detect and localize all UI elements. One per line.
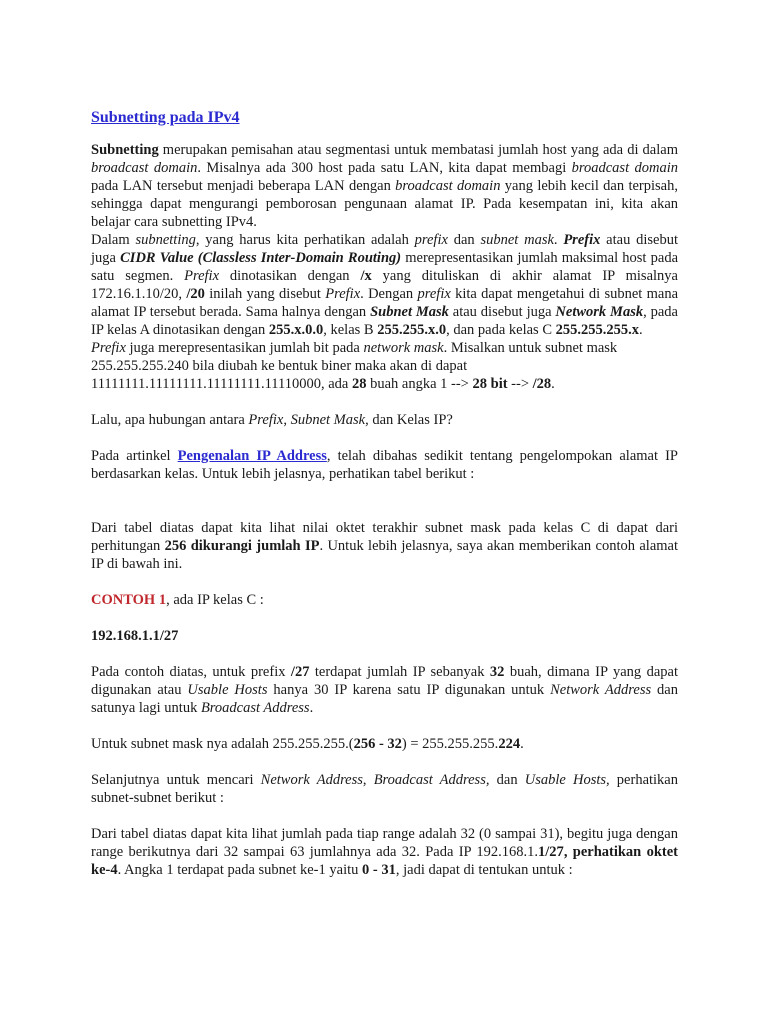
paragraph-range-explanation: Dari tabel diatas dapat kita lihat jumlah pada tiap range adalah 32 (0 sampai 31), begitu juga dengan range berikutnya dari 32 sampai 63 jumlahnya ada 32. Pada IP 192.168.1.1/27, perhatikan oktet ke-4. Angka 1 terdapat pada subnet ke-1 yaitu 0 - 31, jadi dapat di tentukan untuk :: [91, 826, 678, 878]
term-subnetting: Subnetting: [91, 142, 159, 158]
paragraph-intro: Subnetting merupakan pemisahan atau segmentasi untuk membatasi jumlah host yang ada di dalam broadcast domain. Misalnya ada 300 host pada satu LAN, kita dapat membagi broadcast domain pada LAN tersebut menjadi beberapa LAN dengan broadcast domain yang lebih kecil dan terpisah, sehingga dapat mengurangi pemborosan pengunaan alamat IP. Pada kesempatan ini, kita akan belajar cara subnetting IPv4.: [91, 142, 679, 230]
example-label: CONTOH 1: [91, 592, 167, 608]
paragraph-prefix-27: Pada contoh diatas, untuk prefix /27 terdapat jumlah IP sebanyak 32 buah, dimana IP yang dapat digunakan atau Usable Hosts hanya 30 IP karena satu IP digunakan untuk Network Address dan satunya lagi untuk Broadcast Address.: [91, 664, 678, 716]
paragraph-example-heading: CONTOH 1, ada IP kelas C :: [91, 592, 264, 608]
document-body: [91, 108, 678, 879]
link-pengenalan-ip-address[interactable]: Pengenalan IP Address: [177, 448, 327, 464]
paragraph-network-broadcast: Selanjutnya untuk mencari Network Address, Broadcast Address, dan Usable Hosts, perhatikan subnet-subnet berikut :: [91, 772, 678, 806]
example-ip: 192.168.1.1/27: [91, 628, 179, 644]
page-title[interactable]: Subnetting pada IPv4: [91, 109, 240, 126]
paragraph-subnet-mask: Untuk subnet mask nya adalah 255.255.255.(256 - 32) = 255.255.255.224.: [91, 736, 524, 752]
paragraph-question: Lalu, apa hubungan antara Prefix, Subnet Mask, dan Kelas IP?: [91, 412, 453, 428]
paragraph-class-table-intro: Pada artinkel Pengenalan IP Address, telah dibahas sedikit tentang pengelompokan alamat IP berdasarkan kelas. Untuk lebih jelasnya, perhatikan tabel berikut :: [91, 448, 678, 482]
paragraph-prefix: Dalam subnetting, yang harus kita perhatikan adalah prefix dan subnet mask. Prefix atau disebut juga CIDR Value (Classless Inter-Domain Routing) merepresentasikan jumlah maksimal host pada satu segmen. Prefix dinotasikan dengan /x yang dituliskan di akhir alamat IP misalnya 172.16.1.10/20, /20 inilah yang disebut Prefix. Dengan prefix kita dapat mengetahui di subnet mana alamat IP tersebut berada. Sama halnya dengan Subnet Mask atau disebut juga Network Mask, pada IP kelas A dinotasikan dengan 255.x.0.0, kelas B 255.255.x.0, dan pada kelas C 255.255.255.x.: [91, 232, 679, 338]
paragraph-class-c-calc: Dari tabel diatas dapat kita lihat nilai oktet terakhir subnet mask pada kelas C di dapat dari perhitungan 256 dikurangi jumlah IP. Untuk lebih jelasnya, saya akan memberikan contoh alamat IP di bawah ini.: [91, 520, 678, 572]
paragraph-prefix-bits: Prefix juga merepresentasikan jumlah bit pada network mask. Misalkan untuk subnet mask 255.255.255.240 bila diubah ke bentuk biner maka akan di dapat 11111111.11111111.11111111.11110000, ada 28 buah angka 1 --> 28 bit --> /28.: [91, 340, 618, 392]
